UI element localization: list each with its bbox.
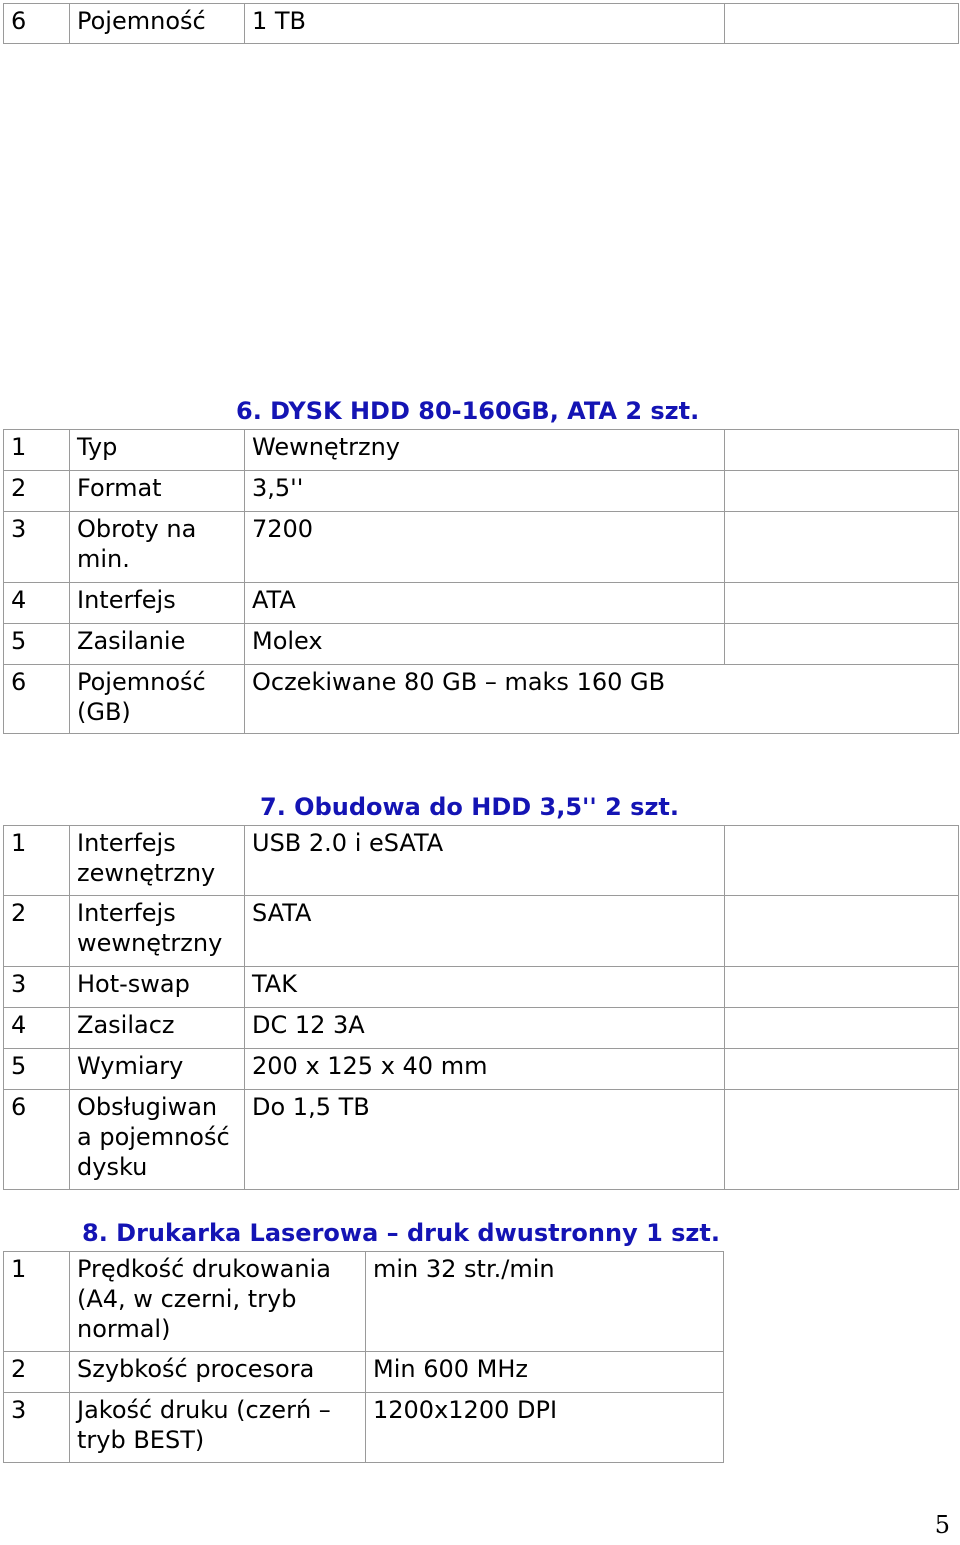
row-offer [725, 624, 959, 665]
table-row [4, 1352, 724, 1393]
row-value: 1200x1200 DPI [366, 1393, 724, 1463]
row-number: 3 [4, 1393, 70, 1463]
row-number: 1 [4, 826, 70, 896]
row-value: Do 1,5 TB [245, 1090, 725, 1190]
row-parameter: Pojemność [70, 4, 245, 44]
table-row [4, 1252, 724, 1352]
row-offer [725, 471, 959, 512]
row-parameter: Interfejs wewnętrzny [70, 896, 245, 967]
table-row [4, 4, 959, 44]
row-value: Wewnętrzny [245, 430, 725, 471]
table-row [4, 967, 959, 1008]
row-offer [725, 826, 959, 896]
row-parameter: Zasilanie [70, 624, 245, 665]
row-value: TAK [245, 967, 725, 1008]
table-section8 [3, 1251, 724, 1463]
row-value: Molex [245, 624, 725, 665]
table-row [4, 624, 959, 665]
row-parameter: Prędkość drukowania (A4, w czerni, tryb normal) [70, 1252, 366, 1352]
row-offer [725, 896, 959, 967]
row-offer [725, 1090, 959, 1190]
table-row [4, 665, 959, 734]
row-number: 4 [4, 1008, 70, 1049]
row-number: 3 [4, 967, 70, 1008]
row-number: 2 [4, 896, 70, 967]
row-value: USB 2.0 i eSATA [245, 826, 725, 896]
table-section5-tail [3, 3, 959, 44]
table-row [4, 1393, 724, 1463]
row-parameter: Obroty na min. [70, 512, 245, 583]
row-number: 3 [4, 512, 70, 583]
table-row [4, 512, 959, 583]
row-number: 1 [4, 1252, 70, 1352]
row-parameter: Hot-swap [70, 967, 245, 1008]
row-value: Min 600 MHz [366, 1352, 724, 1393]
row-value: SATA [245, 896, 725, 967]
row-parameter: Interfejs zewnętrzny [70, 826, 245, 896]
table-row [4, 1090, 959, 1190]
section-7-heading: 7. Obudowa do HDD 3,5'' 2 szt. [260, 793, 680, 821]
row-number: 2 [4, 1352, 70, 1393]
row-value: DC 12 3A [245, 1008, 725, 1049]
table-row [4, 896, 959, 967]
row-value: Oczekiwane 80 GB – maks 160 GB [245, 665, 959, 734]
row-offer [725, 512, 959, 583]
table-row [4, 1008, 959, 1049]
row-value: 3,5'' [245, 471, 725, 512]
table-section7 [3, 825, 959, 1190]
row-value: 1 TB [245, 4, 725, 44]
row-parameter: Interfejs [70, 583, 245, 624]
row-number: 1 [4, 430, 70, 471]
row-number: 6 [4, 4, 70, 44]
table-row [4, 826, 959, 896]
row-parameter: Format [70, 471, 245, 512]
row-parameter: Obsługiwan a pojemność dysku [70, 1090, 245, 1190]
row-parameter: Pojemność (GB) [70, 665, 245, 734]
row-value: min 32 str./min [366, 1252, 724, 1352]
row-offer [725, 4, 959, 44]
row-offer [725, 430, 959, 471]
row-offer [725, 967, 959, 1008]
row-number: 6 [4, 1090, 70, 1190]
row-parameter: Wymiary [70, 1049, 245, 1090]
table-row [4, 430, 959, 471]
row-number: 5 [4, 1049, 70, 1090]
section-8-heading: 8. Drukarka Laserowa – druk dwustronny 1 szt. [82, 1219, 720, 1247]
row-number: 6 [4, 665, 70, 734]
row-offer [725, 583, 959, 624]
section-6-heading: 6. DYSK HDD 80-160GB, ATA 2 szt. [236, 397, 700, 425]
table-row [4, 1049, 959, 1090]
table-row [4, 583, 959, 624]
row-value: 200 x 125 x 40 mm [245, 1049, 725, 1090]
row-number: 4 [4, 583, 70, 624]
row-value: ATA [245, 583, 725, 624]
row-value: 7200 [245, 512, 725, 583]
table-section6 [3, 429, 959, 734]
row-offer [725, 1049, 959, 1090]
row-parameter: Jakość druku (czerń – tryb BEST) [70, 1393, 366, 1463]
row-parameter: Typ [70, 430, 245, 471]
page-number: 5 [934, 1511, 950, 1539]
row-number: 2 [4, 471, 70, 512]
table-row [4, 471, 959, 512]
row-parameter: Zasilacz [70, 1008, 245, 1049]
row-number: 5 [4, 624, 70, 665]
row-offer [725, 1008, 959, 1049]
row-parameter: Szybkość procesora [70, 1352, 366, 1393]
